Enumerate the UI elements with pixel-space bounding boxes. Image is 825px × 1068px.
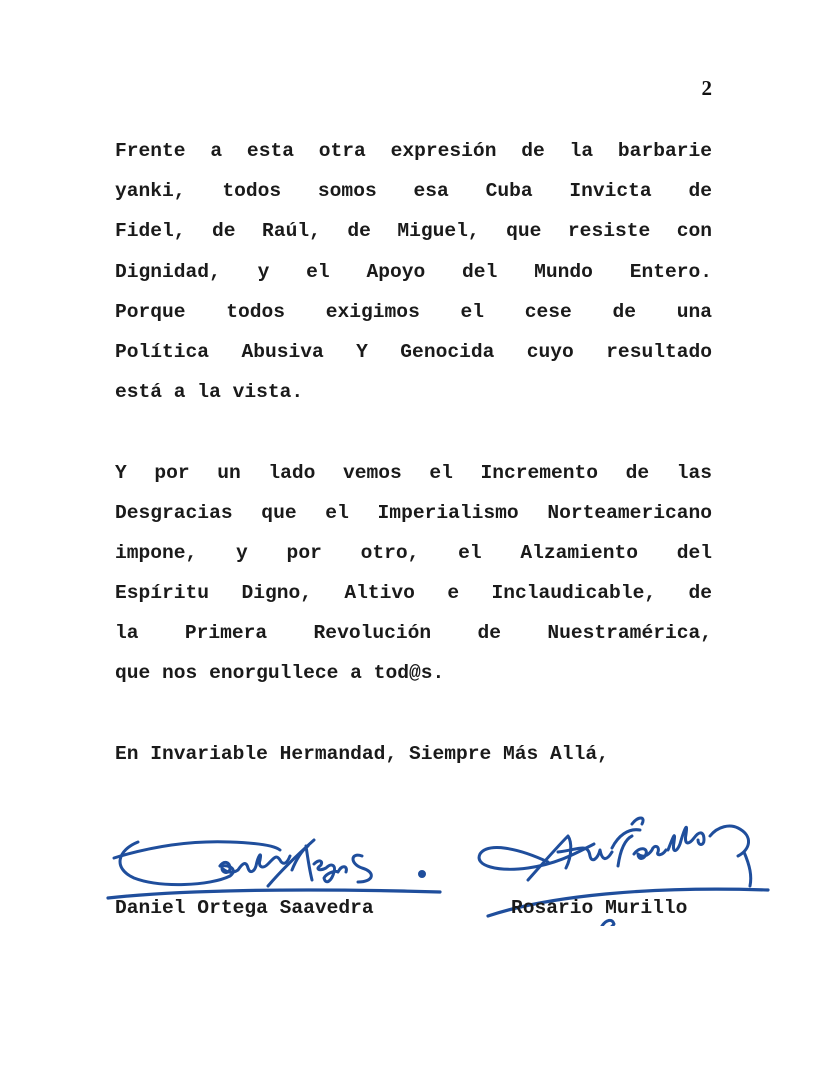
text-line: Fidel, de Raúl, de Miguel, que resiste con: [115, 220, 712, 243]
text-line: impone, y por otro, el Alzamiento del: [115, 541, 712, 564]
closing-line: [115, 734, 712, 774]
page-number: 2: [701, 76, 712, 100]
text-line: que nos enorgullece a tod@s.: [115, 662, 445, 685]
text-line: Política Abusiva Y Genocida cuyo resultado: [115, 340, 712, 363]
signatory-name: Daniel Ortega Saavedra: [115, 897, 374, 919]
paragraph-1: [115, 131, 712, 412]
text-line: Espíritu Digno, Altivo e Inclaudicable, de: [115, 582, 712, 605]
text-line: la Primera Revolución de Nuestramérica,: [115, 622, 712, 645]
text-line: Porque todos exigimos el cese de una: [115, 300, 712, 323]
text-line: Frente a esta otra expresión de la barbarie: [115, 140, 712, 162]
text-line: yanki, todos somos esa Cuba Invicta de: [115, 180, 712, 203]
text-line: Desgracias que el Imperialismo Norteamericano: [115, 501, 712, 524]
signature-block: [0, 800, 825, 940]
paragraph-gap: [115, 412, 712, 452]
signatory-name: Rosario Murillo: [511, 897, 688, 919]
paragraph-gap: [115, 694, 712, 734]
text-line: Dignidad, y el Apoyo del Mundo Entero.: [115, 260, 712, 283]
paragraph-2: [115, 453, 712, 694]
text-line: Y por un lado vemos el Incremento de las: [115, 461, 712, 484]
letter-body: [115, 131, 712, 774]
text-line: está a la vista.: [115, 381, 304, 404]
text-line: En Invariable Hermandad, Siempre Más Allá,: [115, 742, 609, 765]
